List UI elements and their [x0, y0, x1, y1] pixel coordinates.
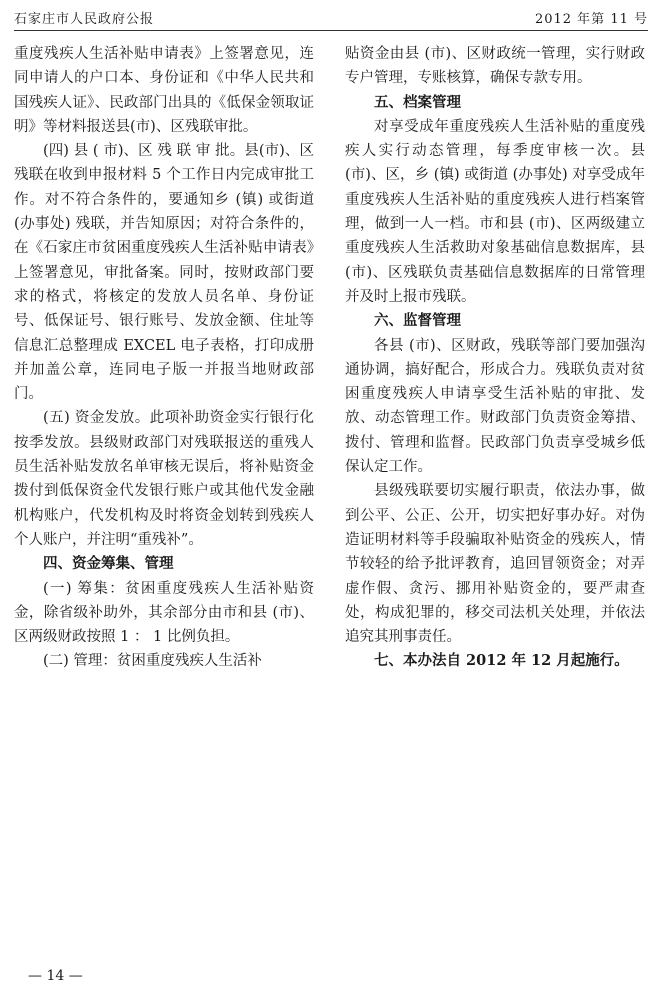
issue-number: 2012 年第 11 号: [534, 12, 648, 27]
paragraph: (五) 资金发放。此项补助资金实行银行化按季发放。县级财政部门对残联报送的重残人员生活补贴发放名单审核无误后，将补贴资金拨付到低保资金代发银行账户或其他代发金融机构账户，代发机构及时将资金划转到残疾人个人账户，并注明“重残补”。: [14, 410, 314, 548]
page-header: [14, 6, 648, 28]
paragraph: 重度残疾人生活补贴申请表》上签署意见，连同申请人的户口本、身份证和《中华人民共和国残疾人证》、民政部门出具的《低保金领取证明》等材料报送县(市)、区残联审批。: [14, 46, 314, 135]
paragraph: (四) 县 ( 市)、区 残 联 审 批。县(市)、区残联在收到申报材料 5 个工作日内完成审批工作。对不符合条件的，要通知乡 (镇) 或街道 (办事处) 残联，并告知原因；对符合条件的，在《石家庄市贫困重度残疾人生活补贴申请表》上签署意见，审批备案。同时，按财政部门要求的格式，将核定的发放人员名单、身份证号、低保证号、银行账号、发放金额、住址等信息汇总整理成 EXCEL 电子表格，打印成册并加盖公章，连同电子版一并报当地财政部门。: [14, 143, 314, 403]
right-column: [345, 42, 645, 674]
paragraph: 贴资金由县 (市)、区财政统一管理，实行财政专户管理，专账核算，确保专款专用。: [345, 46, 645, 87]
paragraph: 各县 (市)、区财政，残联等部门要加强沟通协调，搞好配合，形成合力。残联负责对贫困重度残疾人申请享受生活补贴的审批、发放、动态管理工作。财政部门负责资金筹措、拨付、管理和监督。民政部门负责享受城乡低保认定工作。: [345, 337, 645, 476]
section-heading: 七、本办法自 2012 年 12 月起施行。: [374, 652, 629, 670]
paragraph: (二) 管理：贫困重度残疾人生活补: [43, 653, 262, 670]
header-divider: [14, 30, 648, 31]
paragraph: (一) 筹集：贫困重度残疾人生活补贴资金，除省级补助外，其余部分由市和县 (市)、区两级财政按照 1 ： 1 比例负担。: [14, 580, 314, 646]
section-heading: 四、资金筹集、管理: [43, 555, 174, 573]
paragraph: 对享受成年重度残疾人生活补贴的重度残疾人实行动态管理，每季度审核一次。县 (市)、区，乡 (镇) 或街道 (办事处) 对享受成年重度残疾人生活补贴的重度残疾人进行档案管理，做到一人一档。市和县 (市)、区两级建立重度残疾人生活救助对象基础信息数据库，县(市)、区残联负责基础信息数据库的日常管理并及时上报市残联。: [345, 118, 645, 305]
section-heading: 六、监督管理: [374, 312, 461, 330]
paragraph: 县级残联要切实履行职责，依法办事，做到公平、公正、公开，切实把好事办好。对伪造证明材料等手段骗取补贴资金的残疾人，情节较轻的给予批评教育，追回冒领资金；对弄虚作假、贪污、挪用补贴资金的，要严肃查处，构成犯罪的，移交司法机关处理，并依法追究其刑事责任。: [345, 483, 645, 646]
left-column: [14, 42, 314, 674]
section-heading: 五、档案管理: [374, 93, 461, 111]
publication-title: 石家庄市人民政府公报: [14, 12, 155, 27]
page-number: — 14 —: [28, 968, 83, 984]
